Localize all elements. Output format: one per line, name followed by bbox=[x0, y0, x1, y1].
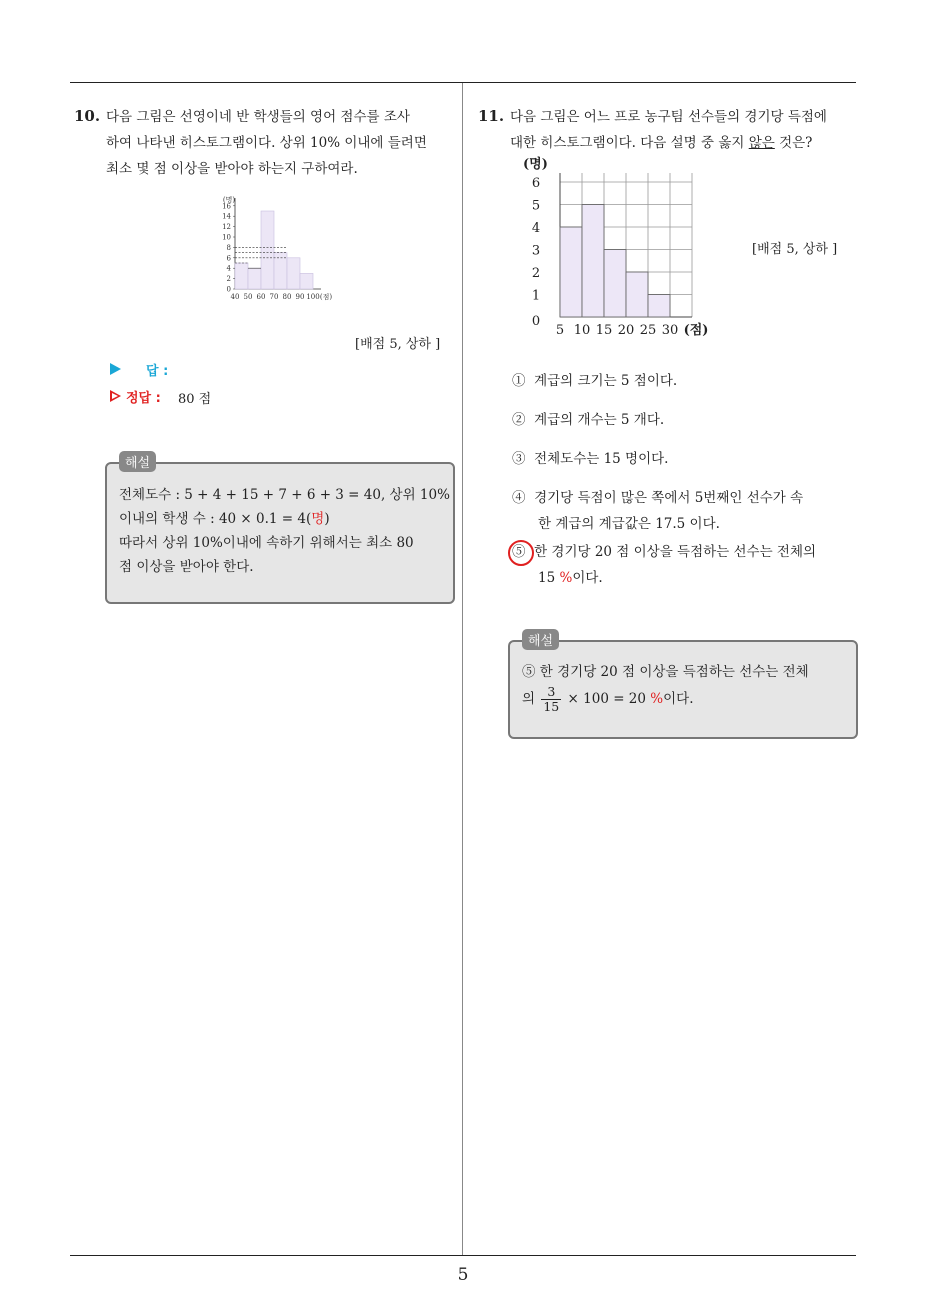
q11-line: 다음 그림은 어느 프로 농구팀 선수들의 경기당 득점에 bbox=[510, 109, 827, 125]
option-4[interactable] bbox=[512, 485, 803, 537]
explanation-line: 점 이상을 받아야 한다. bbox=[119, 559, 254, 575]
histogram-bar bbox=[626, 272, 648, 317]
y-tick-label: 10 bbox=[222, 233, 231, 242]
explanation-line: ⑤ 한 경기당 20 점 이상을 득점하는 선수는 전체 bbox=[522, 664, 809, 680]
top-rule bbox=[70, 82, 856, 83]
y-tick-label: 4 bbox=[531, 221, 541, 236]
y-axis-label: (명) bbox=[523, 157, 548, 172]
y-tick-label: 1 bbox=[531, 288, 541, 304]
explanation-red-text: % bbox=[650, 691, 664, 707]
q10-score: [배점 5, 상하 ] bbox=[355, 337, 441, 352]
fraction-numerator: 3 bbox=[541, 685, 561, 700]
x-tick-label: 20 bbox=[617, 323, 635, 338]
histogram-bar bbox=[604, 250, 626, 318]
option-mark: ④ bbox=[512, 490, 526, 506]
q10-line: 최소 몇 점 이상을 받아야 하는지 구하여라. bbox=[106, 161, 358, 177]
explanation-line: 따라서 상위 10%이내에 속하기 위해서는 최소 80 bbox=[119, 535, 414, 551]
explanation-text: ) bbox=[324, 511, 330, 527]
y-tick-label: 3 bbox=[531, 243, 541, 259]
q11-underlined: 않은 bbox=[748, 135, 775, 151]
option-text: 경기당 득점이 많은 쪽에서 5번째인 선수가 속 bbox=[534, 490, 804, 506]
correct-arrow-icon bbox=[110, 390, 121, 402]
q11-explanation-tag: 해설 bbox=[522, 629, 559, 650]
option-5[interactable] bbox=[512, 539, 816, 591]
explanation-line bbox=[522, 684, 809, 714]
histogram-bar bbox=[235, 263, 248, 289]
histogram-bar bbox=[582, 205, 604, 318]
column-divider bbox=[462, 83, 463, 1255]
q11-text-part: 것은? bbox=[774, 135, 813, 151]
x-axis-label: (점) bbox=[319, 293, 333, 301]
answer-arrow-icon bbox=[110, 363, 121, 375]
option-mark: ⑤ bbox=[512, 544, 526, 560]
option-mark: ③ bbox=[512, 451, 526, 467]
q10-explanation-tag: 해설 bbox=[119, 451, 156, 472]
x-tick-label: 40 bbox=[230, 293, 240, 301]
x-tick-label: 30 bbox=[661, 323, 679, 338]
explanation-text: × 100 = 20 bbox=[567, 691, 651, 707]
fraction-denominator: 15 bbox=[543, 699, 560, 714]
y-tick-label: 16 bbox=[222, 202, 231, 211]
explanation-line bbox=[119, 507, 450, 531]
q11-explanation-text bbox=[522, 660, 809, 714]
option-2[interactable] bbox=[512, 407, 664, 433]
option-mark: ① bbox=[512, 373, 526, 389]
histogram-bar bbox=[648, 295, 670, 318]
fraction bbox=[541, 685, 561, 714]
option-text: 한 계급의 계급값은 17.5 이다. bbox=[538, 516, 720, 532]
explanation-line: 전체도수 : 5 + 4 + 15 + 7 + 6 + 3 = 40, 상위 10% bbox=[119, 487, 450, 503]
option-text-line2 bbox=[512, 565, 816, 591]
y-tick-label: 2 bbox=[226, 275, 231, 284]
option-text: 15 bbox=[538, 570, 560, 586]
explanation-text: 이내의 학생 수 : 40 × 0.1 = 4( bbox=[119, 511, 312, 527]
option-mark: ② bbox=[512, 412, 526, 428]
q10-explanation-text bbox=[119, 483, 450, 579]
x-tick-label: 10 bbox=[573, 323, 591, 338]
option-text: 한 경기당 20 점 이상을 득점하는 선수는 전체의 bbox=[534, 544, 817, 560]
y-tick-label: 14 bbox=[222, 212, 231, 221]
q10-answer-label: 답 : bbox=[146, 364, 169, 379]
bottom-rule bbox=[70, 1255, 856, 1256]
x-axis-label: (점) bbox=[683, 323, 709, 338]
y-tick-label: 4 bbox=[226, 264, 231, 273]
page-number: 5 bbox=[457, 1265, 469, 1285]
x-tick-label: 90 bbox=[295, 293, 305, 301]
histogram-bar bbox=[261, 211, 274, 289]
q11-number: 11. bbox=[478, 107, 505, 125]
q11-histogram bbox=[505, 153, 725, 338]
q11-score: [배점 5, 상하 ] bbox=[752, 242, 838, 257]
x-tick-label: 15 bbox=[595, 323, 613, 338]
x-tick-label: 80 bbox=[282, 293, 292, 301]
x-tick-label: 5 bbox=[555, 323, 565, 338]
explanation-red-text: 명 bbox=[311, 511, 325, 527]
x-tick-label: 100 bbox=[306, 293, 320, 301]
histogram-bar bbox=[300, 273, 313, 289]
option-1[interactable] bbox=[512, 368, 677, 394]
q10-correct-value: 80 점 bbox=[178, 392, 212, 407]
y-tick-label: 5 bbox=[531, 198, 541, 214]
histogram-bar bbox=[287, 258, 300, 289]
q10-number: 10. bbox=[74, 107, 101, 125]
option-3[interactable] bbox=[512, 446, 668, 472]
y-axis-label: (명) bbox=[222, 196, 236, 204]
q10-line: 하여 나타낸 히스토그램이다. 상위 10% 이내에 들려면 bbox=[106, 135, 427, 151]
y-tick-label: 6 bbox=[226, 254, 231, 263]
y-tick-label: 2 bbox=[531, 266, 541, 281]
y-tick-label: 0 bbox=[226, 285, 231, 294]
option-text: 이다. bbox=[572, 570, 603, 586]
x-tick-label: 50 bbox=[243, 293, 253, 301]
y-tick-label: 12 bbox=[222, 223, 231, 232]
x-tick-label: 70 bbox=[269, 293, 279, 301]
option-text: 계급의 크기는 5 점이다. bbox=[534, 373, 678, 389]
option-text: 계급의 개수는 5 개다. bbox=[534, 412, 665, 428]
y-tick-label: 8 bbox=[226, 243, 231, 252]
x-tick-label: 60 bbox=[256, 293, 266, 301]
histogram-bar bbox=[248, 268, 261, 289]
q10-text bbox=[106, 104, 427, 182]
x-tick-label: 25 bbox=[639, 323, 657, 338]
option-text: 전체도수는 15 명이다. bbox=[534, 451, 669, 467]
option-red-text: % bbox=[559, 570, 573, 586]
explanation-text: 의 bbox=[522, 691, 536, 707]
q10-correct-label: 정답 : bbox=[126, 391, 161, 406]
q11-text bbox=[510, 104, 827, 156]
histogram-bar bbox=[560, 227, 582, 317]
q11-text-part: 대한 히스토그램이다. 다음 설명 중 옳지 bbox=[510, 135, 749, 151]
q10-line: 다음 그림은 선영이네 반 학생들의 영어 점수를 조사 bbox=[106, 109, 410, 125]
y-tick-label: 0 bbox=[531, 314, 541, 329]
q10-histogram bbox=[205, 192, 365, 307]
explanation-text: 이다. bbox=[663, 691, 694, 707]
y-tick-label: 6 bbox=[531, 176, 541, 191]
